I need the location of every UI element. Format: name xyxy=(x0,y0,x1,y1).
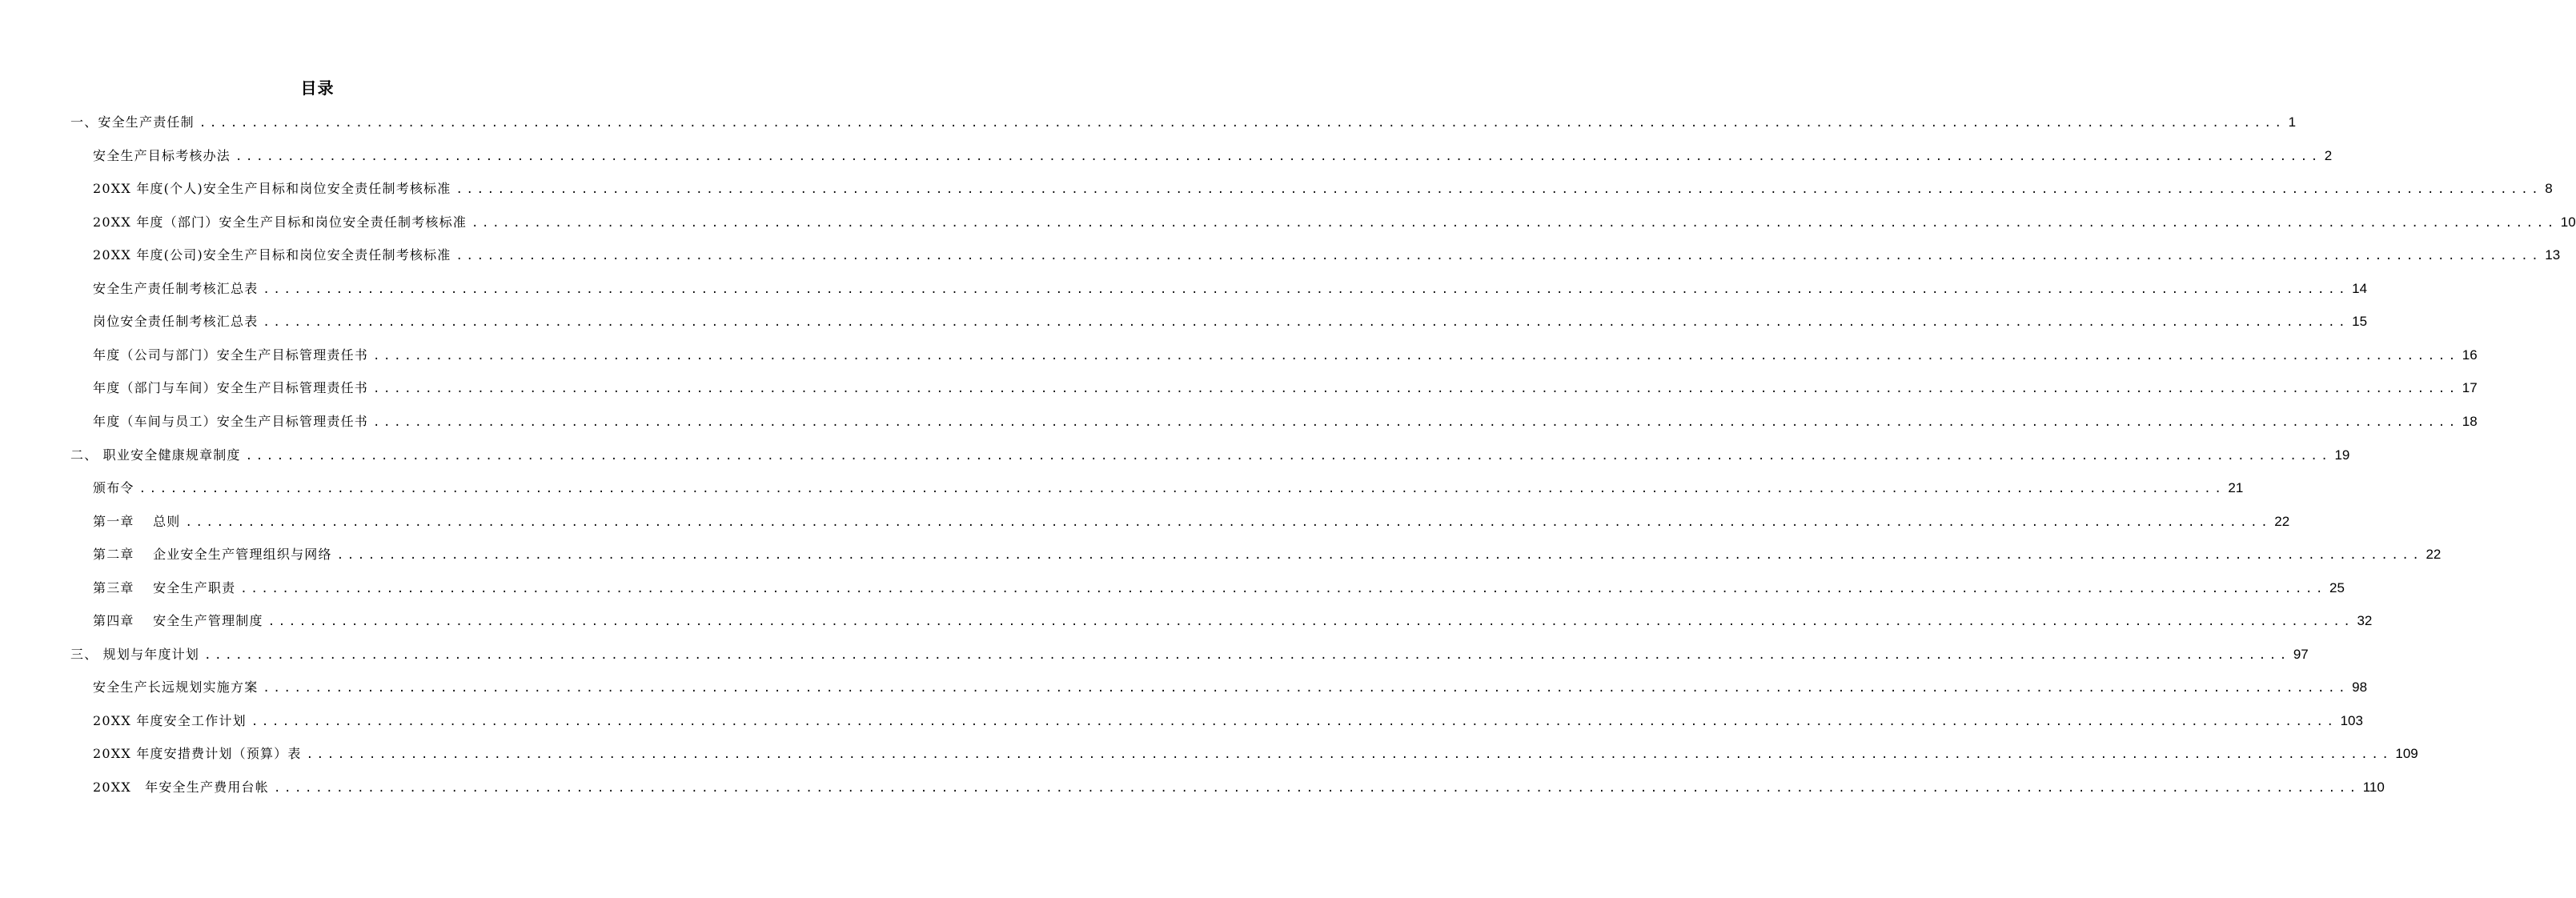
toc-page-number: 22 xyxy=(2426,547,2442,562)
toc-page-number: 1 xyxy=(2288,114,2297,130)
toc-entry-row[interactable] xyxy=(93,677,2368,698)
toc-entry-label: 年度（车间与员工）安全生产目标管理责任书 xyxy=(93,414,369,429)
toc-dot-leader: ........................................................................................................................................................................................................ xyxy=(235,150,2321,163)
toc-page-number: 103 xyxy=(2340,713,2363,728)
toc-entry-row[interactable] xyxy=(93,146,2333,166)
toc-entry-label: 第一章 总则 xyxy=(93,514,181,529)
toc-entry-row[interactable] xyxy=(93,245,2561,266)
toc-entry-row[interactable] xyxy=(93,212,2576,233)
toc-page-number: 109 xyxy=(2395,746,2418,761)
toc-dot-leader: ........................................................................................................................................................................................................ xyxy=(373,383,2459,395)
toc-page-number: 19 xyxy=(2334,447,2350,463)
toc-entry-row[interactable] xyxy=(93,178,2553,199)
toc-entry-label: 颁布令 xyxy=(93,480,134,495)
toc-entry-label: 三、 规划与年度计划 xyxy=(70,647,200,662)
toc-page-number: 25 xyxy=(2329,580,2345,595)
toc-entry-row[interactable] xyxy=(93,345,2478,366)
toc-dot-leader: ........................................................................................................................................................................................................ xyxy=(263,283,2349,296)
toc-page-number: 2 xyxy=(2324,148,2333,163)
toc-dot-leader: ........................................................................................................................................................................................................ xyxy=(373,416,2459,429)
toc-entry-label: 第三章 安全生产职责 xyxy=(93,580,236,595)
toc-entry-row[interactable] xyxy=(93,378,2478,399)
toc-page-number: 18 xyxy=(2462,414,2478,429)
toc-page-number: 15 xyxy=(2352,314,2368,329)
toc-page-number: 13 xyxy=(2545,247,2561,263)
toc-section-row[interactable] xyxy=(70,644,2309,665)
toc-entry-row[interactable] xyxy=(93,711,2363,732)
toc-page-number: 10 xyxy=(2560,214,2576,230)
toc-dot-leader: ........................................................................................................................................................................................................ xyxy=(263,682,2349,695)
toc-dot-leader: ........................................................................................................................................................................................................ xyxy=(204,649,2290,662)
toc-page-number: 97 xyxy=(2293,647,2309,662)
toc-page-number: 14 xyxy=(2352,281,2368,296)
toc-entry-label: 20XX 年度（部门）安全生产目标和岗位安全责任制考核标准 xyxy=(93,214,467,230)
toc-dot-leader: ........................................................................................................................................................................................................ xyxy=(471,217,2558,230)
toc-entry-row[interactable] xyxy=(93,411,2478,432)
toc-dot-leader: ........................................................................................................................................................................................................ xyxy=(185,516,2272,529)
toc-dot-leader: ........................................................................................................................................................................................................ xyxy=(336,549,2423,562)
toc-entry-label: 第二章 企业安全生产管理组织与网络 xyxy=(93,547,332,562)
toc-entry-row[interactable] xyxy=(93,511,2290,532)
toc-dot-leader: ........................................................................................................................................................................................................ xyxy=(455,183,2542,196)
toc-entry-label: 年度（部门与车间）安全生产目标管理责任书 xyxy=(93,380,369,395)
toc-page-number: 16 xyxy=(2462,347,2478,363)
toc-entry-label: 20XX 年度(公司)安全生产目标和岗位安全责任制考核标准 xyxy=(93,247,451,263)
toc-dot-leader: ........................................................................................................................................................................................................ xyxy=(199,117,2285,130)
toc-page-number: 98 xyxy=(2352,680,2368,695)
toc-dot-leader: ........................................................................................................................................................................................................ xyxy=(306,748,2393,761)
toc-section-row[interactable] xyxy=(70,112,2297,133)
toc-section-row[interactable] xyxy=(70,445,2350,466)
toc-entry-row[interactable] xyxy=(93,311,2368,332)
toc-dot-leader: ........................................................................................................................................................................................................ xyxy=(373,350,2459,363)
toc-dot-leader: ........................................................................................................................................................................................................ xyxy=(251,716,2337,728)
toc-dot-leader: ........................................................................................................................................................................................................ xyxy=(455,250,2542,263)
toc-page-number: 32 xyxy=(2357,613,2373,628)
toc-page-number: 21 xyxy=(2228,480,2244,495)
toc-entry-label: 年度（公司与部门）安全生产目标管理责任书 xyxy=(93,347,369,363)
toc-entry-label: 岗位安全责任制考核汇总表 xyxy=(93,314,259,329)
toc-page-number: 22 xyxy=(2274,514,2290,529)
toc-entry-label: 20XX 年度安措费计划（预算）表 xyxy=(93,746,302,761)
toc-entry-row[interactable] xyxy=(93,544,2442,565)
toc-entry-label: 安全生产目标考核办法 xyxy=(93,148,231,163)
toc-entry-row[interactable] xyxy=(93,744,2418,764)
toc-entry-row[interactable] xyxy=(93,611,2373,631)
toc-dot-leader: ........................................................................................................................................................................................................ xyxy=(263,316,2349,329)
toc-entry-row[interactable] xyxy=(93,777,2385,798)
toc-page-number: 17 xyxy=(2462,380,2478,395)
toc-dot-leader: ........................................................................................................................................................................................................ xyxy=(240,583,2327,595)
toc-page-number: 110 xyxy=(2362,780,2385,795)
toc-entry-label: 20XX 年安全生产费用台帐 xyxy=(93,780,269,795)
toc-entry-label: 安全生产责任制考核汇总表 xyxy=(93,281,259,296)
toc-dot-leader: ........................................................................................................................................................................................................ xyxy=(245,450,2332,463)
toc-entry-label: 二、 职业安全健康规章制度 xyxy=(70,447,241,463)
toc-dot-leader: ........................................................................................................................................................................................................ xyxy=(138,483,2225,495)
toc-entry-label: 第四章 安全生产管理制度 xyxy=(93,613,263,628)
toc-entry-label: 20XX 年度(个人)安全生产目标和岗位安全责任制考核标准 xyxy=(93,181,451,196)
toc-entry-row[interactable] xyxy=(93,478,2244,499)
toc-entry-row[interactable] xyxy=(93,279,2368,299)
toc-entry-label: 20XX 年度安全工作计划 xyxy=(93,713,247,728)
toc-entry-label: 安全生产长远规划实施方案 xyxy=(93,680,259,695)
toc-entry-row[interactable] xyxy=(93,578,2345,599)
page-title: 目录 xyxy=(300,78,335,98)
toc-dot-leader: ........................................................................................................................................................................................................ xyxy=(273,782,2360,795)
toc-dot-leader: ........................................................................................................................................................................................................ xyxy=(267,615,2354,628)
toc-entry-label: 一、安全生产责任制 xyxy=(70,114,195,130)
toc-page-number: 8 xyxy=(2545,181,2553,196)
